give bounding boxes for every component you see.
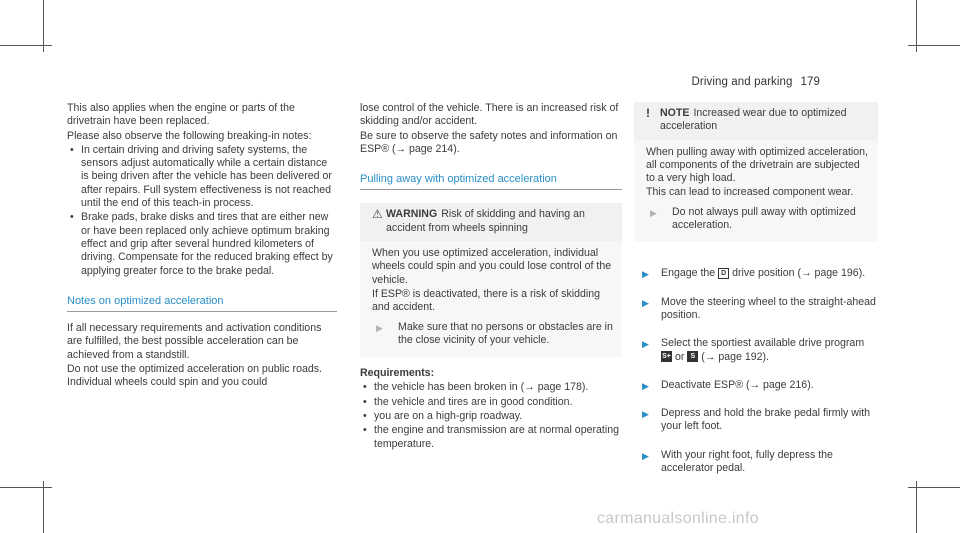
crop-mark <box>0 487 52 488</box>
drive-position-key-icon: D <box>718 268 729 279</box>
arrow-right-icon: ▶ <box>642 409 649 420</box>
paragraph: lose control of the vehicle. There is an increased risk of skidding and/or accident. <box>360 102 619 128</box>
instruction-step: ▶ Select the sportiest available drive program S+ or S (→ page 192). <box>634 330 878 371</box>
instruction-step: ▶ Depress and hold the brake pedal firmly with your left foot. <box>634 400 878 441</box>
step-text: Do not always pull away with optimized acceleration. <box>672 205 856 232</box>
sport-plus-key-icon: S+ <box>662 353 671 361</box>
arrow-right-icon: ▶ <box>650 207 657 218</box>
watermark: carmanualsonline.info <box>597 510 759 527</box>
note-exclamation-icon: ! <box>646 106 650 120</box>
warning-box <box>360 203 622 357</box>
column-3 <box>634 102 878 483</box>
arrow-right-icon: ▶ <box>376 322 383 333</box>
paragraph: Please also observe the following breaking-in notes: <box>67 129 312 142</box>
paragraph: If all necessary requirements and activation conditions are fulfilled, the best possible acceleration can be achieved from a standstill. <box>67 322 322 361</box>
note-body <box>634 140 878 243</box>
list-item: • the engine and transmission are at normal operating temperature. <box>360 424 622 451</box>
paragraph: This can lead to increased component wear. <box>646 186 854 199</box>
warning-body <box>360 241 622 357</box>
column-1 <box>67 102 337 391</box>
list-item: • you are on a high-grip roadway. <box>360 410 622 423</box>
warning-head-text: Risk of skidding and having an accident from wheels spinning <box>386 208 585 234</box>
note-head-text: Increased wear due to optimized acceleration <box>660 107 847 133</box>
crop-mark <box>916 0 917 52</box>
page-number: 179 <box>800 76 820 88</box>
list-item: • In certain driving and driving safety systems, the sensors adjust automatically while a certain distance is being driven after the vehicle has been delivered or after repairs. Full system effectiveness is not reached until the end of this teach-in process. <box>67 144 337 210</box>
instruction-step: ▶ With your right foot, fully depress the accelerator pedal. <box>634 442 878 483</box>
list-item: • the vehicle and tires are in good condition. <box>360 396 622 409</box>
instruction-step: ▶ Deactivate ESP® (→ page 216). <box>634 372 878 399</box>
arrow-right-icon: ▶ <box>642 269 649 280</box>
instruction-step: ▶ Move the steering wheel to the straight-ahead position. <box>634 289 878 330</box>
warning-triangle-icon: ⚠ <box>372 207 383 222</box>
instruction-step: ▶ Engage the D drive position (→ page 196). <box>634 260 878 287</box>
paragraph: If ESP® is deactivated, there is a risk of skidding and accident. <box>372 287 601 314</box>
paragraph: When pulling away with optimized acceleration, all components of the drivetrain are subjected to a very high load. <box>646 145 868 185</box>
paragraph: This also applies when the engine or parts of the drivetrain have been replaced. <box>67 102 295 128</box>
crop-mark <box>43 481 44 533</box>
crop-mark <box>916 481 917 533</box>
page-header <box>692 76 820 88</box>
warning-head <box>360 203 622 241</box>
breaking-in-list <box>67 144 337 278</box>
note-step <box>646 206 870 233</box>
header-section: Driving and parking <box>691 76 793 88</box>
section-title: Notes on optimized acceleration <box>67 295 337 312</box>
arrow-right-icon: ▶ <box>642 339 649 350</box>
requirements-list <box>360 381 622 450</box>
requirements-title: Requirements: <box>360 367 435 380</box>
list-item: • Brake pads, brake disks and tires that are either new or have been replaced only achieve optimum braking effect and grip after several hundred kilometers of driving. Compensate for the reduced braking effect by applying greater force to the brake pedal. <box>67 211 337 277</box>
instruction-steps <box>634 260 878 482</box>
column-2 <box>360 102 622 453</box>
list-item: • the vehicle has been broken in (→ page 178). <box>360 381 622 394</box>
paragraph: When you use optimized acceleration, individual wheels could spin and you could lose control of the vehicle. <box>372 247 612 286</box>
arrow-right-icon: ▶ <box>642 297 649 308</box>
crop-mark <box>43 0 44 52</box>
step-text: Make sure that no persons or obstacles are in the close vicinity of your vehicle. <box>398 320 613 346</box>
crop-mark <box>0 45 52 46</box>
paragraph: Be sure to observe the safety notes and information on ESP® (→ page 214). <box>360 129 618 155</box>
warning-title: WARNING <box>386 208 438 221</box>
sport-key-icon: S <box>687 351 698 362</box>
note-title: NOTE <box>660 107 690 119</box>
arrow-right-icon: ▶ <box>642 380 649 391</box>
paragraph: Do not use the optimized acceleration on public roads. Individual wheels could spin and you could <box>67 363 322 389</box>
section-title: Pulling away with optimized acceleration <box>360 173 622 190</box>
arrow-right-icon: ▶ <box>642 450 649 461</box>
note-head <box>634 102 878 140</box>
warning-step <box>372 321 614 348</box>
note-box <box>634 102 878 242</box>
